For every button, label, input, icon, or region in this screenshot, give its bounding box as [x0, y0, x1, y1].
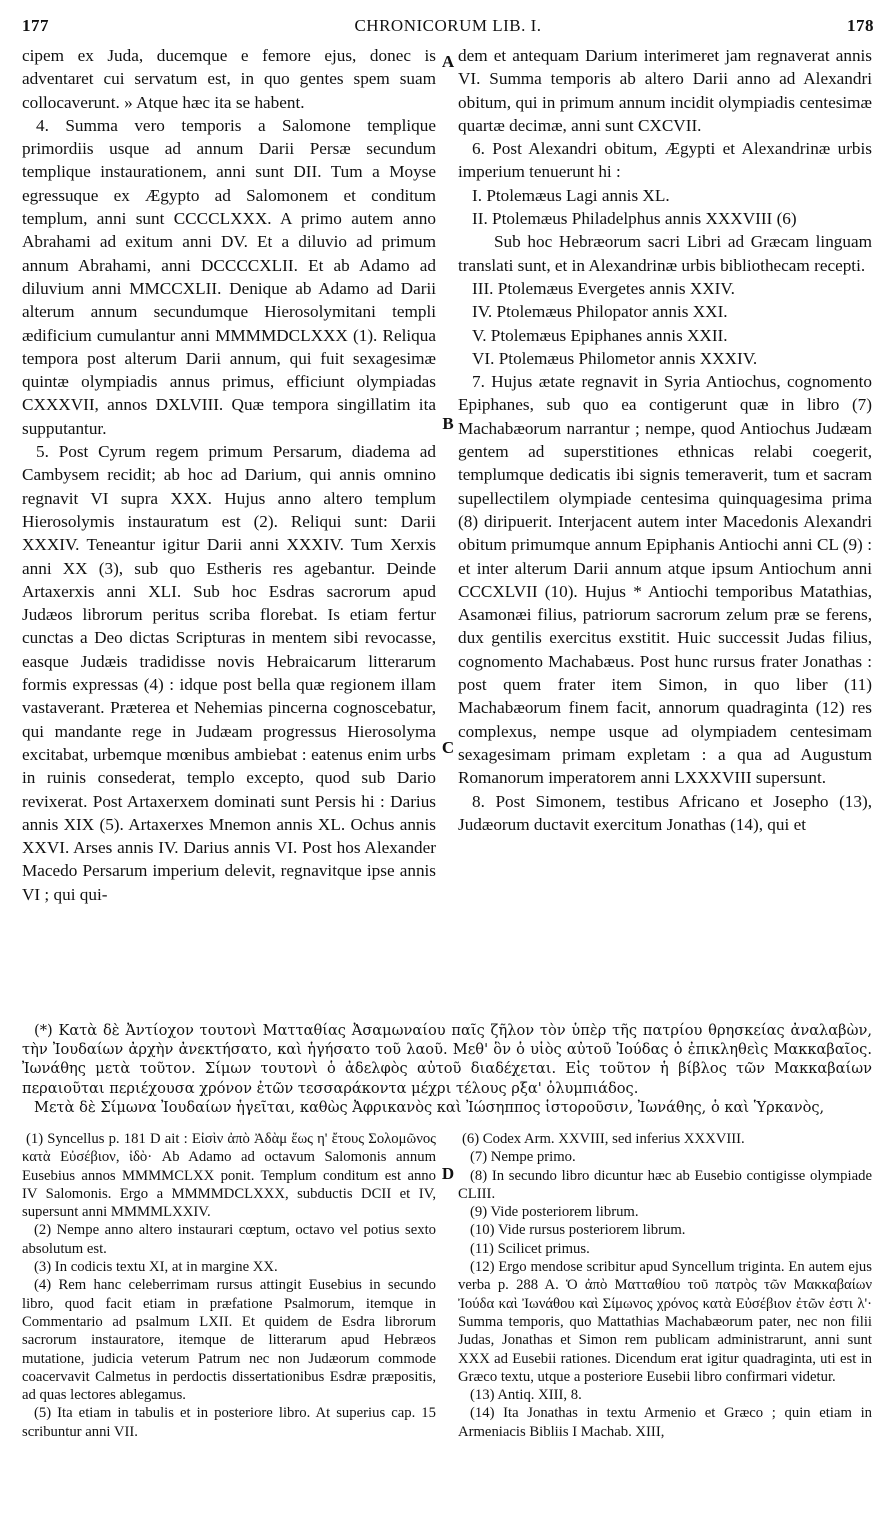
list-item: I. Ptolemæus Lagi annis XL.: [472, 185, 670, 205]
greek-footnote-paragraph: Μετὰ δὲ Σίμωνα Ἰουδαίων ἡγεῖται, καθὼς Ἀφρικανὸς καὶ Ἰώσηππος ἱστοροῦσιν, Ἰωνάθης, ὁ καὶ Ὑρκανὸς,: [34, 1098, 825, 1116]
running-title: CHRONICORUM LIB. I.: [354, 16, 542, 35]
footnote: (7) Nempe primo.: [470, 1149, 576, 1166]
list-item: VI. Ptolemæus Philometor annis XXXIV.: [472, 348, 758, 368]
greek-footnote-paragraph: (*) Κατὰ δὲ Ἀντίοχον τουτονὶ Ματταθίας Ἀσαμωναίου παῖς ζῆλον τὸν ὑπὲρ τῆς πατρίου θρησκείας ἀναλαβὼν, τὴν Ἰουδαίων ἀρχὴν ἀνεκτήσατο, καὶ ἡγήσατο τοῦ λαοῦ. Μεθ' ὃν ὁ υἱὸς αὐτοῦ Ἰούδας ὁ ἐπικληθεὶς Μακκαβαῖος. Ἰωνάθης μετὰ τοῦτον. Σίμων τουτονὶ ὁ ἀδελφὸς αὐτοῦ διαδέχεται. Εἰς τοῦτον ἡ βίβλος τῶν Μακκαβαίων περαιοῦται περιέχουσα χρόνον ἐτῶν τεσσαράκοντα μέχρι τέλους ρξα' ὀλυμπιάδος.: [22, 1022, 872, 1097]
page-number-right: 178: [847, 16, 874, 35]
footnote: (14) Ita Jonathas in textu Armenio et Græco ; quin etiam in Armeniacis Bibliis I Machab. XIII,: [458, 1405, 872, 1440]
paragraph: cipem ex Juda, ducemque e femore ejus, donec is adventaret cui servatum est, in quo gentes spem suam collocaverunt. » Atque hæc ita se habent.: [22, 46, 436, 112]
footnote: (6) Codex Arm. XXVIII, sed inferius XXXVIII.: [462, 1131, 745, 1147]
margin-letter-d: D: [441, 1164, 455, 1183]
footnotes-right-column: [458, 1130, 872, 1441]
footnotes-left-column: [22, 1130, 436, 1441]
margin-letter-a: A: [441, 52, 455, 71]
margin-letter-b: B: [442, 414, 454, 433]
paragraph: 5. Post Cyrum regem primum Persarum, diadema ad Cambysem recidit; ab hoc ad Darium, qui annis omnino regnavit VI supra XXX. Hujus anno altero templum Hierosolymis instauratum est (2). Reliqui sunt: Darii XXXIV. Teneantur igitur Darii anni XXXIV. Tum Xerxis anni XX (3), sub quo Estheris res agebantur. Deinde Artaxerxis anni XLI. Sub hoc Esdras sacrorum apud Judæos librorum peritus scriba florebat. Is etiam fertur cunctas a Deo dictas Scripturas in mentem sibi revocasse, easque Judæis tradidisse novis Hebraicarum litterarum formis expressas (4) : idque post bella quæ regionem illam vastaverant. Præterea et Nehemias pincerna cognoscebatur, qui mandante rege in Judæam progressus Hierosolyma excitabat, urbemque mœnibus ambiebat : eatenus enim urbs in ruinis consederat, templo excepto, quod sub Dario revixerat. Post Artaxerxem dominati sunt Persis hi : Darius annis XIX (5). Artaxerxes Mnemon annis XL. Ochus annis XXVI. Arses annis IV. Darius annis VI. Post hos Alexander Macedo Persarum imperium delevit, regnavitque ipse annis VI ; qui qui-: [22, 442, 436, 904]
paragraph: dem et antequam Darium interimeret jam regnaverat annis VI. Summa temporis ab altero Darii anno ad Alexandri obitum, qui in primum annum incidit olympiadis centesimæ quartæ decimæ, anni sunt CXCVII.: [458, 46, 872, 135]
list-item: II. Ptolemæus Philadelphus annis XXXVIII (6): [472, 209, 797, 229]
right-text-column: [458, 44, 872, 836]
footnote: (10) Vide rursus posteriorem librum.: [470, 1222, 686, 1239]
list-item: V. Ptolemæus Epiphanes annis XXII.: [472, 325, 728, 345]
page-header: [22, 8, 874, 38]
list-item: IV. Ptolemæus Philopator annis XXI.: [472, 302, 728, 322]
footnote: (5) Ita etiam in tabulis et in posteriore libro. At superius cap. 15 scribuntur anni VII.: [22, 1405, 436, 1440]
footnote: (1) Syncellus p. 181 D ait : Εἰσὶν ἀπὸ Ἀδὰμ ἕως η' ἔτους Σολομῶνος κατὰ Εὐσέβιον, ἰδὸ· Ab Adamo ad octavum Salomonis annum Eusebius annos MMMMCLXX ponit. Templum conditum est anno IV Salomonis. Ergo a MMMMDCLXXX, subductis DCII et IV, supersunt anni MMMMLXXIV.: [22, 1131, 436, 1221]
greek-footnote: [22, 1021, 872, 1117]
footnote: (4) Rem hanc celeberrimam rursus attingit Eusebius in secundo libro, quod facit etiam in præfatione Psalmorum, itemque in Commentario ad psalmum LXII. Et quidem de Esdra librorum sacrorum instauratore, itemque de litterarum apud Hebræos mutatione, judicia veterum Patrum nec non Judæorum commode coacervavit Calmetus in perdoctis dissertationibus Esdræ præpositis, ad quas lectores ablegamus.: [22, 1277, 436, 1404]
footnote: (12) Ergo mendose scribitur apud Syncellum triginta. En autem ejus verba p. 288 A. Ὁ ἀπὸ Ματταθίου τοῦ πατρὸς τῶν Μακκαβαίων Ἰούδα καὶ Ἰωνάθου καὶ Σίμωνος χρόνος κατὰ Εὐσέβιον ἐτῶν ἐστι λ'· Summa temporis, quo Mattathias Machabæorum pater, nec non filii Judas, Jonathas et Simon rem publicam administrarunt, anni sunt XXX ad Eusebii rationes. Dicendum erat igitur quadraginta, uti est in Græco textu, utque a posteriore Eusebii libro confirmari videtur.: [458, 1259, 872, 1385]
paragraph: 6. Post Alexandri obitum, Ægypti et Alexandrinæ urbis imperium tenuerunt hi :: [458, 139, 872, 182]
footnote: (9) Vide posteriorem librum.: [470, 1204, 639, 1221]
footnote: (8) In secundo libro dicuntur hæc ab Eusebio contigisse olympiade CLIII.: [458, 1167, 872, 1202]
footnote: (13) Antiq. XIII, 8.: [470, 1387, 582, 1404]
paragraph: Sub hoc Hebræorum sacri Libri ad Græcam linguam translati sunt, et in Alexandrinæ urbis bibliothecam recepti.: [458, 232, 872, 275]
paragraph: 7. Hujus ætate regnavit in Syria Antiochus, cognomento Epiphanes, sub quo ea contigerunt quæ in libro (7) Machabæorum narrantur ; nempe, quod Antiochus Judæam gentem ad superstitiones ethnicas relabi coegerit, templumque dedicatis ibi signis temeraverit, tum et sacram supellectilem olympiade centesima quinquagesima prima (8) diripuerit. Interjacent autem inter Macedonis Alexandri obitum primumque annum Epiphanis Antiochi anni CL (9) : et inter alterum Darii annum atque ipsum Antiochum anni CCCXLVII (10). Hujus * Antiochi temporibus Matathias, Asamonæi filius, patriorum sacrorum zelum præ se ferens, dux gentilis exercitus exstitit. Huic successit Judas filius, cognomento Machabæus. Post hunc rursus frater Jonathas : post quem frater item Simon, in quo liber (11) Machabæorum finem facit, annorum quadraginta (12) res complexus, nempe usque ad olympiadem centesimam sexagesimam primam expletam : a qua ad Augustum Romanorum imperatorem anni LXXXVIII supersunt.: [458, 372, 872, 788]
footnote: (11) Scilicet primus.: [470, 1240, 590, 1257]
list-item: III. Ptolemæus Evergetes annis XXIV.: [472, 278, 735, 298]
paragraph: 8. Post Simonem, testibus Africano et Josepho (13), Judæorum ductavit exercitum Jonathas (14), qui et: [458, 791, 872, 834]
footnote: (3) In codicis textu XI, at in margine XX.: [34, 1259, 278, 1276]
margin-letter-c: C: [441, 738, 455, 757]
paragraph: 4. Summa vero temporis a Salomone templique primordiis usque ad annum Darii Persæ secundum templique instaurationem, anni sunt DII. Tum a Moyse egressuque ex Ægypto ad Salomonem et conditum templum, anni sunt CCCCLXXX. A primo autem anno Abrahami ad exitum anni DV. Et a diluvio ad primum annum Abrahami, anni DCCCCXLII. Et ab Adamo ad diluvium anni MMCCXLII. Denique ab Adamo ad Darii alterum annum secundumque Hierosolymitani templi ædificium cumulantur anni MMMMDCLXXX (1). Reliqua tempora post alterum Darii annum, qui fuit sexagesimæ quintæ olympiadis annus primus, efficiunt olympiadas CXXXVII, annos DXLVIII. Quæ tempora singillatim ita supputantur.: [22, 115, 436, 438]
left-text-column: [22, 44, 436, 906]
page-number-left: 177: [22, 16, 49, 35]
footnote: (2) Nempe anno altero instaurari cœptum, octavo vel potius sexto absolutum est.: [22, 1222, 436, 1257]
